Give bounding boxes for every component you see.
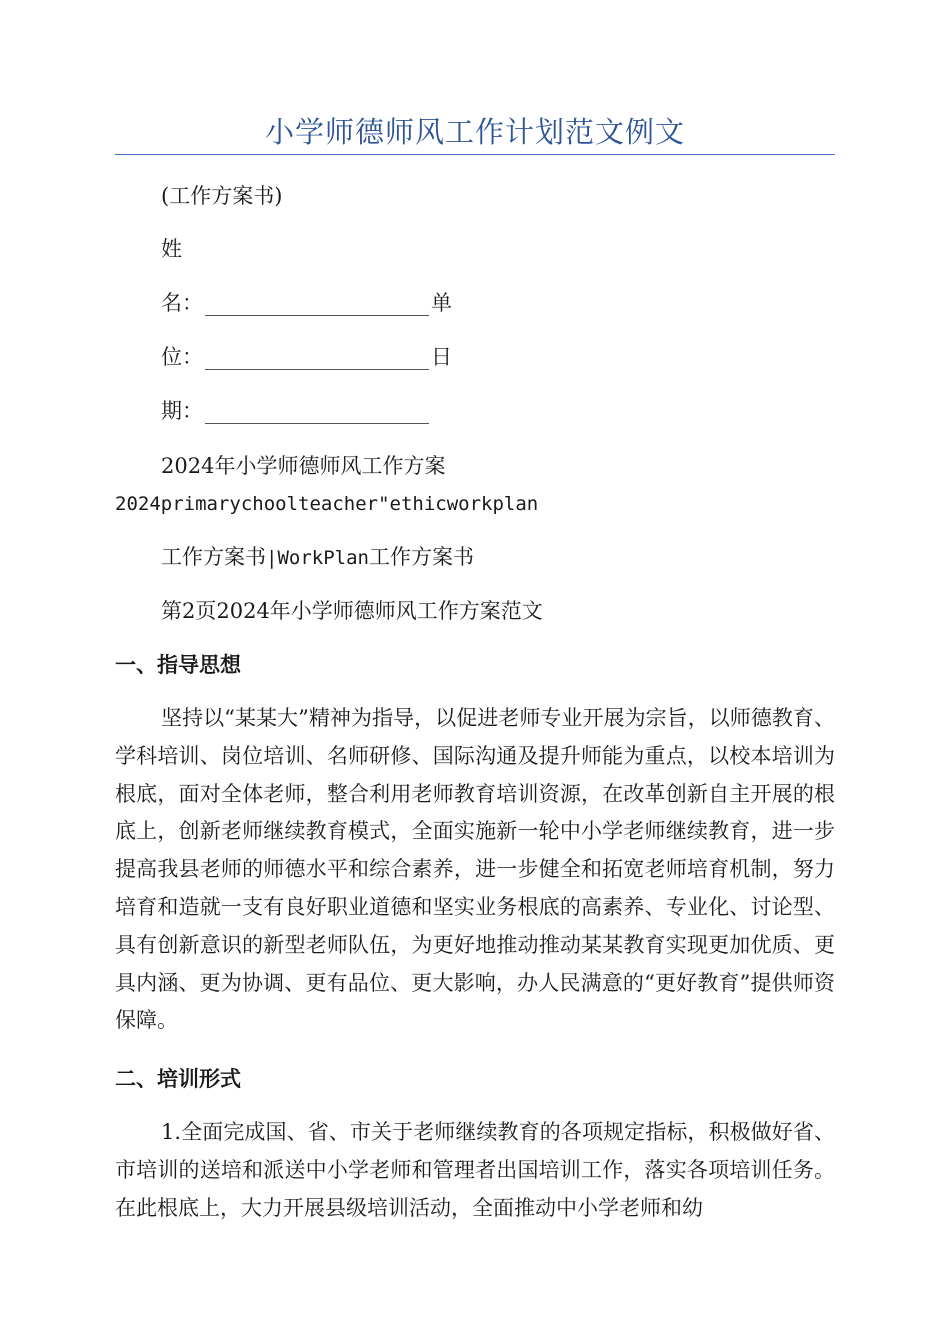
section-body-text: 1.全面完成国、省、市关于老师继续教育的各项规定指标，积极做好省、市培训的送培和派送中小学老师和管理者出国培训工作，落实各项培训任务。在此根底上，大力开展县级培训活动，全面推动中小学老师和幼 <box>115 1120 835 1220</box>
section-body-guiding-ideology <box>115 700 835 1040</box>
name-prefix: 姓 <box>161 237 182 261</box>
date-prefix: 日 <box>431 345 452 369</box>
section-body-text: 坚持以“某某大”精神为指导，以促进老师专业开展为宗旨，以师德教育、学科培训、岗位培训、名师研修、国际沟通及提升师能为重点，以校本培训为根底，面对全体老师，整合利用老师教育培训资源，在改革创新自主开展的根底上，创新老师继续教育模式，全面实施新一轮中小学老师继续教育，进一步提高我县老师的师德水平和综合素养，进一步健全和拓宽老师培育机制，努力培育和造就一支有良好职业道德和坚实业务根底的高素养、专业化、讨论型、具有创新意识的新型老师队伍，为更好地推动推动某某教育实现更加优质、更具内涵、更为协调、更有品位、更大影响，办人民满意的“更好教育”提供师资保障。 <box>115 706 835 1033</box>
name-row <box>161 288 452 318</box>
workplan-line <box>161 542 474 573</box>
date-label: 期： <box>161 399 203 423</box>
unit-row <box>161 342 452 372</box>
workplan-en: WorkPlan <box>277 547 369 569</box>
unit-prefix: 单 <box>431 291 452 315</box>
section-body-training-form <box>115 1114 835 1227</box>
unit-blank-field[interactable] <box>205 347 429 370</box>
plan-title-cn: 2024年小学师德师风工作方案 <box>161 454 446 478</box>
page-note: 第2页2024年小学师德师风工作方案范文 <box>161 599 543 623</box>
name-blank-field[interactable] <box>205 293 429 316</box>
workplan-cn-1: 工作方案书 <box>161 545 266 569</box>
date-blank-field[interactable] <box>205 401 429 424</box>
workplan-cn-2: 工作方案书 <box>368 545 474 569</box>
section-heading-training-form: 二、培训形式 <box>115 1067 241 1091</box>
workplan-separator: | <box>266 547 278 569</box>
title-underline <box>115 154 835 155</box>
document-subtitle: (工作方案书) <box>161 184 283 208</box>
date-row <box>161 396 431 426</box>
document-title: 小学师德师风工作计划范文例文 <box>264 115 685 149</box>
plan-title-en: 2024primarychoolteacher"ethicworkplan <box>115 493 539 515</box>
name-label: 名： <box>161 291 203 315</box>
section-heading-guiding-ideology: 一、指导思想 <box>115 653 241 677</box>
unit-label: 位： <box>161 345 203 369</box>
